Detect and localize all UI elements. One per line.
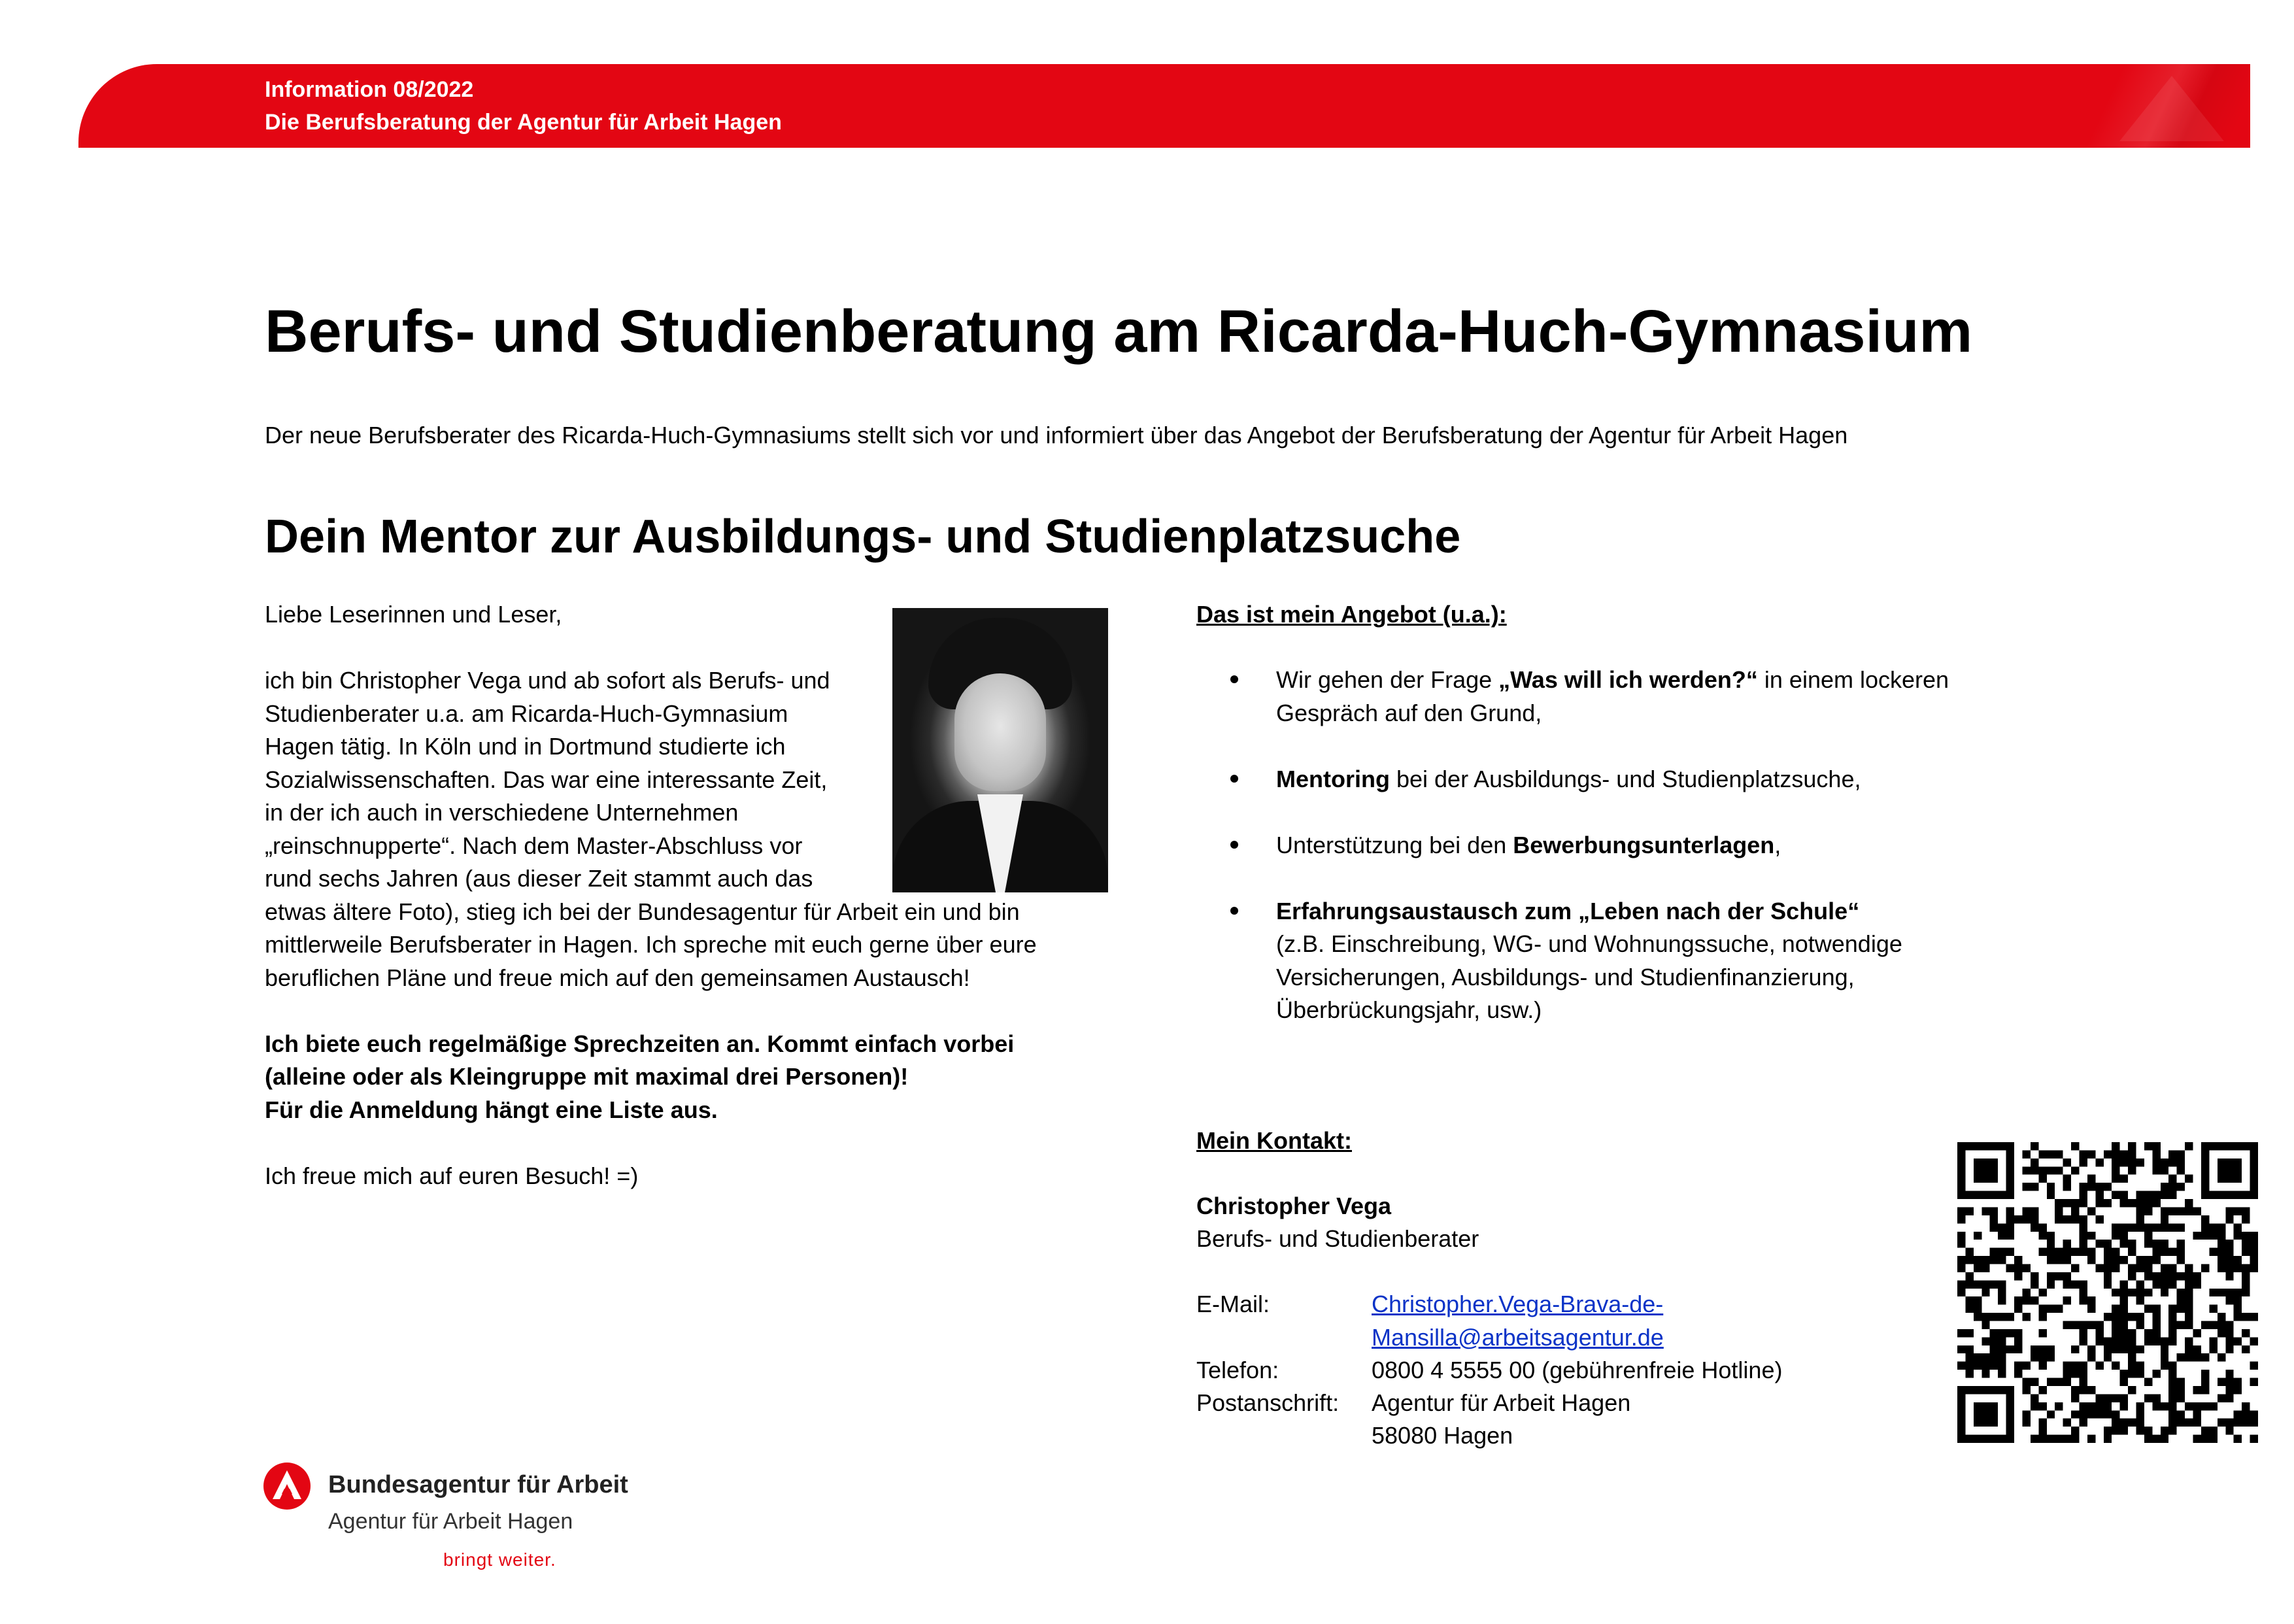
bundesagentur-logo-icon	[263, 1463, 311, 1510]
contact-post-row-2	[1196, 1419, 1513, 1453]
letter-line: ich bin Christopher Vega und ab sofort als Berufs- und	[265, 667, 830, 694]
offer-emphasis: „Was will ich werden?“	[1498, 666, 1758, 693]
logo-title: Bundesagentur für Arbeit	[328, 1471, 628, 1498]
post-line2: 58080 Hagen	[1372, 1422, 1513, 1449]
letter-line: Hagen tätig. In Köln und in Dortmund studierte ich	[265, 733, 786, 760]
bullet-icon	[1230, 907, 1238, 915]
offer-text: Gespräch auf den Grund,	[1276, 699, 1542, 726]
contact-name: Christopher Vega	[1196, 1193, 1392, 1219]
letter-line: „reinschnupperte“. Nach dem Master-Abschluss vor	[265, 832, 803, 859]
offer-text: Versicherungen, Ausbildungs- und Studienfinanzierung,	[1276, 963, 1855, 990]
advisor-photo	[892, 608, 1108, 892]
page-title: Berufs- und Studienberatung am Ricarda-Huch-Gymnasium	[265, 298, 1973, 365]
email-link[interactable]	[1372, 1291, 1664, 1351]
bullet-icon	[1230, 841, 1238, 849]
post-label: Postanschrift:	[1196, 1389, 1340, 1416]
offer-text: Überbrückungsjahr, usw.)	[1276, 996, 1542, 1023]
contact-post-row	[1196, 1387, 1631, 1420]
section-title: Dein Mentor zur Ausbildungs- und Studienplatzsuche	[265, 511, 1461, 563]
offer-emphasis: Mentoring	[1276, 765, 1390, 792]
letter-line: etwas ältere Foto), stieg ich bei der Bundesagentur für Arbeit ein und bin	[265, 898, 1020, 925]
offer-text: in einem lockeren	[1757, 666, 1949, 693]
offer-heading: Das ist mein Angebot (u.a.):	[1196, 601, 1507, 628]
post-line1: Agentur für Arbeit Hagen	[1372, 1389, 1631, 1416]
offer-item	[1196, 664, 2046, 730]
offer-emphasis: Bewerbungsunterlagen	[1513, 831, 1775, 858]
letter-line: in der ich auch in verschiedene Unternehmen	[265, 799, 739, 826]
email-link-line2[interactable]: Mansilla@arbeitsagentur.de	[1372, 1323, 1664, 1351]
bullet-icon	[1230, 775, 1238, 783]
phone-value: 0800 4 5555 00 (gebührenfreie Hotline)	[1372, 1357, 1783, 1383]
email-link-line1[interactable]: Christopher.Vega-Brava-de-	[1372, 1291, 1664, 1317]
logo-slogan: bringt weiter.	[443, 1549, 556, 1570]
issue-label: Information 08/2022	[265, 77, 474, 102]
offer-text: (z.B. Einschreibung, WG- und Wohnungssuche, notwendige	[1276, 930, 1902, 957]
letter-greeting: Liebe Leserinnen und Leser,	[265, 601, 562, 628]
contact-heading: Mein Kontakt:	[1196, 1127, 1352, 1154]
banner-logo-watermark	[2119, 76, 2224, 141]
office-hours-line: Für die Anmeldung hängt eine Liste aus.	[265, 1096, 718, 1123]
offer-item	[1196, 829, 2046, 862]
offer-heading-block	[1196, 598, 2014, 632]
offer-text: ,	[1774, 831, 1781, 858]
email-label: E-Mail:	[1196, 1291, 1270, 1317]
contact-phone-row	[1196, 1354, 1783, 1387]
offer-item	[1196, 895, 2046, 1027]
header-banner	[78, 64, 2250, 148]
contact-email-row	[1196, 1288, 1664, 1351]
letter-line: Studienberater u.a. am Ricarda-Huch-Gymnasium	[265, 700, 788, 727]
offer-item	[1196, 763, 2046, 796]
offer-text: Unterstützung bei den	[1276, 831, 1513, 858]
offer-list	[1196, 664, 2046, 1060]
letter-line: beruflichen Pläne und freue mich auf den gemeinsamen Austausch!	[265, 964, 970, 991]
offer-emphasis: Erfahrungsaustausch zum „Leben nach der Schule“	[1276, 897, 1860, 924]
letter-line: mittlerweile Berufsberater in Hagen. Ich spreche mit euch gerne über eure	[265, 931, 1037, 958]
logo-agency: Agentur für Arbeit Hagen	[328, 1509, 573, 1534]
offer-text: Wir gehen der Frage	[1276, 666, 1499, 693]
office-hours-line: Ich biete euch regelmäßige Sprechzeiten an. Kommt einfach vorbei	[265, 1030, 1015, 1057]
contact-role: Berufs- und Studienberater	[1196, 1225, 1479, 1252]
letter-line: rund sechs Jahren (aus dieser Zeit stammt auch das	[265, 865, 813, 892]
banner-subtitle: Die Berufsberatung der Agentur für Arbeit Hagen	[265, 110, 782, 135]
letter-closing: Ich freue mich auf euren Besuch! =)	[265, 1162, 639, 1189]
letter-line: Sozialwissenschaften. Das war eine interessante Zeit,	[265, 766, 828, 793]
qr-code-icon[interactable]	[1957, 1142, 2258, 1443]
phone-label: Telefon:	[1196, 1357, 1279, 1383]
bullet-icon	[1230, 675, 1238, 683]
page-subtitle: Der neue Berufsberater des Ricarda-Huch-Gymnasiums stellt sich vor und informiert über das Angebot der Berufsberatung der Agentur für Arbeit Hagen	[265, 422, 1848, 448]
offer-text: bei der Ausbildungs- und Studienplatzsuche,	[1389, 765, 1861, 792]
office-hours-line: (alleine oder als Kleingruppe mit maximal drei Personen)!	[265, 1063, 909, 1090]
photo-face	[954, 673, 1046, 791]
